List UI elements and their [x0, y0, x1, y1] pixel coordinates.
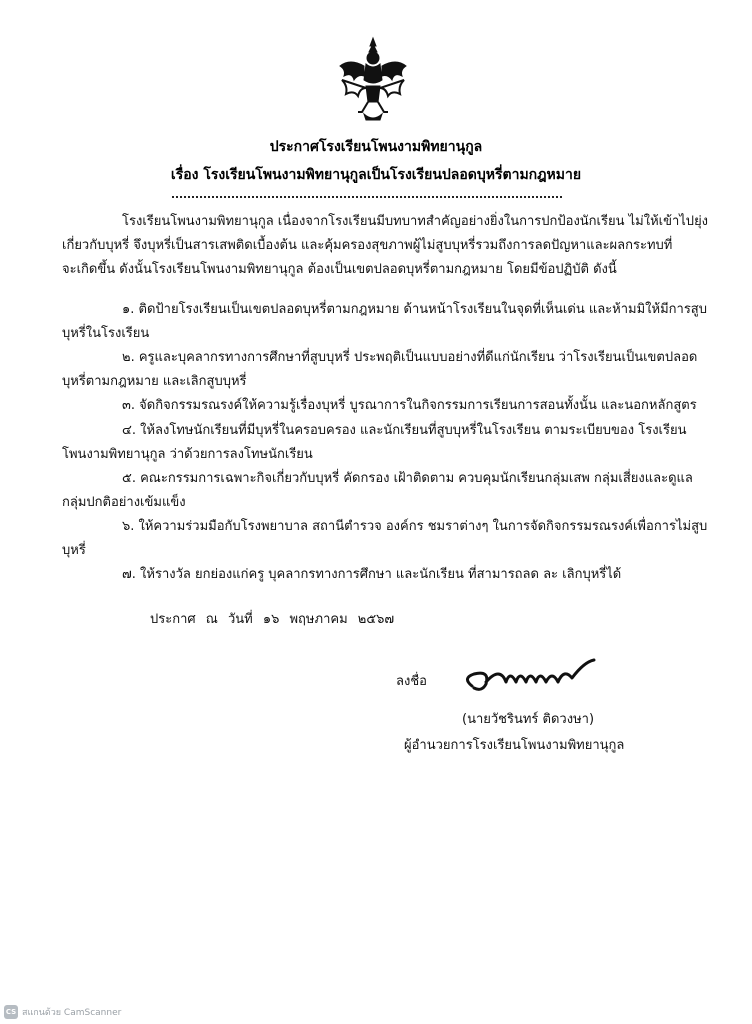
rule-item-5 — [62, 467, 698, 515]
intro-line: จะเกิดขึ้น ดังนั้นโรงเรียนโพนงามพิทยานุกูล ต้องเป็นเขตปลอดบุหรี่ตามกฎหมาย โดยมีข้อปฏิบัติ ดังนี้ — [62, 262, 617, 277]
rule-line: โพนงามพิทยานุกูล ว่าด้วยการลงโทษนักเรียน — [62, 447, 313, 462]
rule-item-7 — [62, 563, 698, 587]
rule-item-1 — [62, 298, 707, 346]
announcement-subject: เรื่อง โรงเรียนโพนงามพิทยานุกูลเป็นโรงเรียนปลอดบุหรี่ตามกฎหมาย — [170, 167, 582, 183]
rule-line: ๑. ติดป้ายโรงเรียนเป็นเขตปลอดบุหรี่ตามกฎหมาย ด้านหน้าโรงเรียนในจุดที่เห็นเด่น และห้ามมิให้มีการสูบ — [122, 302, 707, 317]
announcement-title: ประกาศโรงเรียนโพนงามพิทยานุกูล — [269, 139, 483, 155]
garuda-emblem-icon — [336, 36, 410, 124]
rule-line: บุหรี่ในโรงเรียน — [62, 326, 150, 341]
rule-line: ๒. ครูและบุคลากรทางการศึกษาที่สูบบุหรี่ ประพฤติเป็นแบบอย่างที่ดีแก่นักเรียน ว่าโรงเรียนเป็นเขตปลอด — [122, 350, 698, 365]
signature-label: ลงชื่อ — [396, 674, 427, 689]
rule-line: บุหรี่ — [62, 543, 86, 558]
rule-line: ๗. ให้รางวัล ยกย่องแก่ครู บุคลากรทางการศึกษา และนักเรียน ที่สามารถลด ละ เลิกบุหรี่ได้ — [122, 567, 622, 582]
intro-line: เกี่ยวกับบุหรี่ จึงบุหรี่เป็นสารเสพติดเบื้องต้น และคุ้มครองสุขภาพผู้ไม่สูบบุหรี่รวมถึงการลดปัญหาและผลกระทบที่ — [62, 238, 673, 253]
rule-line: ๓. จัดกิจกรรมรณรงค์ให้ความรู้เรื่องบุหรี่ บูรณาการในกิจกรรมการเรียนการสอนทั้งนั้น และนอกหลักสูตร — [122, 398, 697, 413]
dotted-divider — [172, 196, 562, 198]
rule-line: กลุ่มปกติอย่างเข้มแข็ง — [62, 495, 186, 510]
intro-line: โรงเรียนโพนงามพิทยานุกูล เนื่องจากโรงเรียนมีบทบาทสำคัญอย่างยิ่งในการปกป้องนักเรียน ไม่ให้เข้าไปยุ่ง — [122, 214, 709, 229]
intro-paragraph — [62, 210, 709, 282]
rule-item-6 — [62, 515, 708, 563]
camscanner-watermark — [4, 1004, 121, 1020]
rule-line: ๕. คณะกรรมการเฉพาะกิจเกี่ยวกับบุหรี่ คัดกรอง เฝ้าติดตาม ควบคุมนักเรียนกลุ่มเสพ กลุ่มเสี่ยงและดูแล — [122, 471, 693, 486]
announcement-date: ประกาศ ณ วันที่ ๑๖ พฤษภาคม ๒๕๖๗ — [150, 612, 395, 627]
watermark-text: สแกนด้วย CamScanner — [22, 1008, 122, 1018]
rule-item-3 — [62, 394, 698, 418]
camscanner-logo-icon: CS — [4, 1005, 18, 1019]
rule-item-2 — [62, 346, 698, 394]
rule-line: บุหรี่ตามกฎหมาย และเลิกสูบบุหรี่ — [62, 374, 247, 389]
rule-item-4 — [62, 419, 698, 467]
signatory-name: (นายวัชรินทร์ ติดวงษา) — [462, 712, 595, 727]
rule-line: ๖. ให้ความร่วมมือกับโรงพยาบาล สถานีตำรวจ องค์กร ชมราต่างๆ ในการจัดกิจกรรมรณรงค์เพื่อการไม่สูบ — [122, 519, 708, 534]
rule-line: ๔. ให้ลงโทษนักเรียนที่มีบุหรี่ในครอบครอง และนักเรียนที่สูบบุหรี่ในโรงเรียน ตามระเบียบของ โรงเรียน — [122, 423, 687, 438]
handwritten-signature — [460, 656, 610, 702]
signatory-position: ผู้อำนวยการโรงเรียนโพนงามพิทยานุกูล — [404, 738, 625, 753]
